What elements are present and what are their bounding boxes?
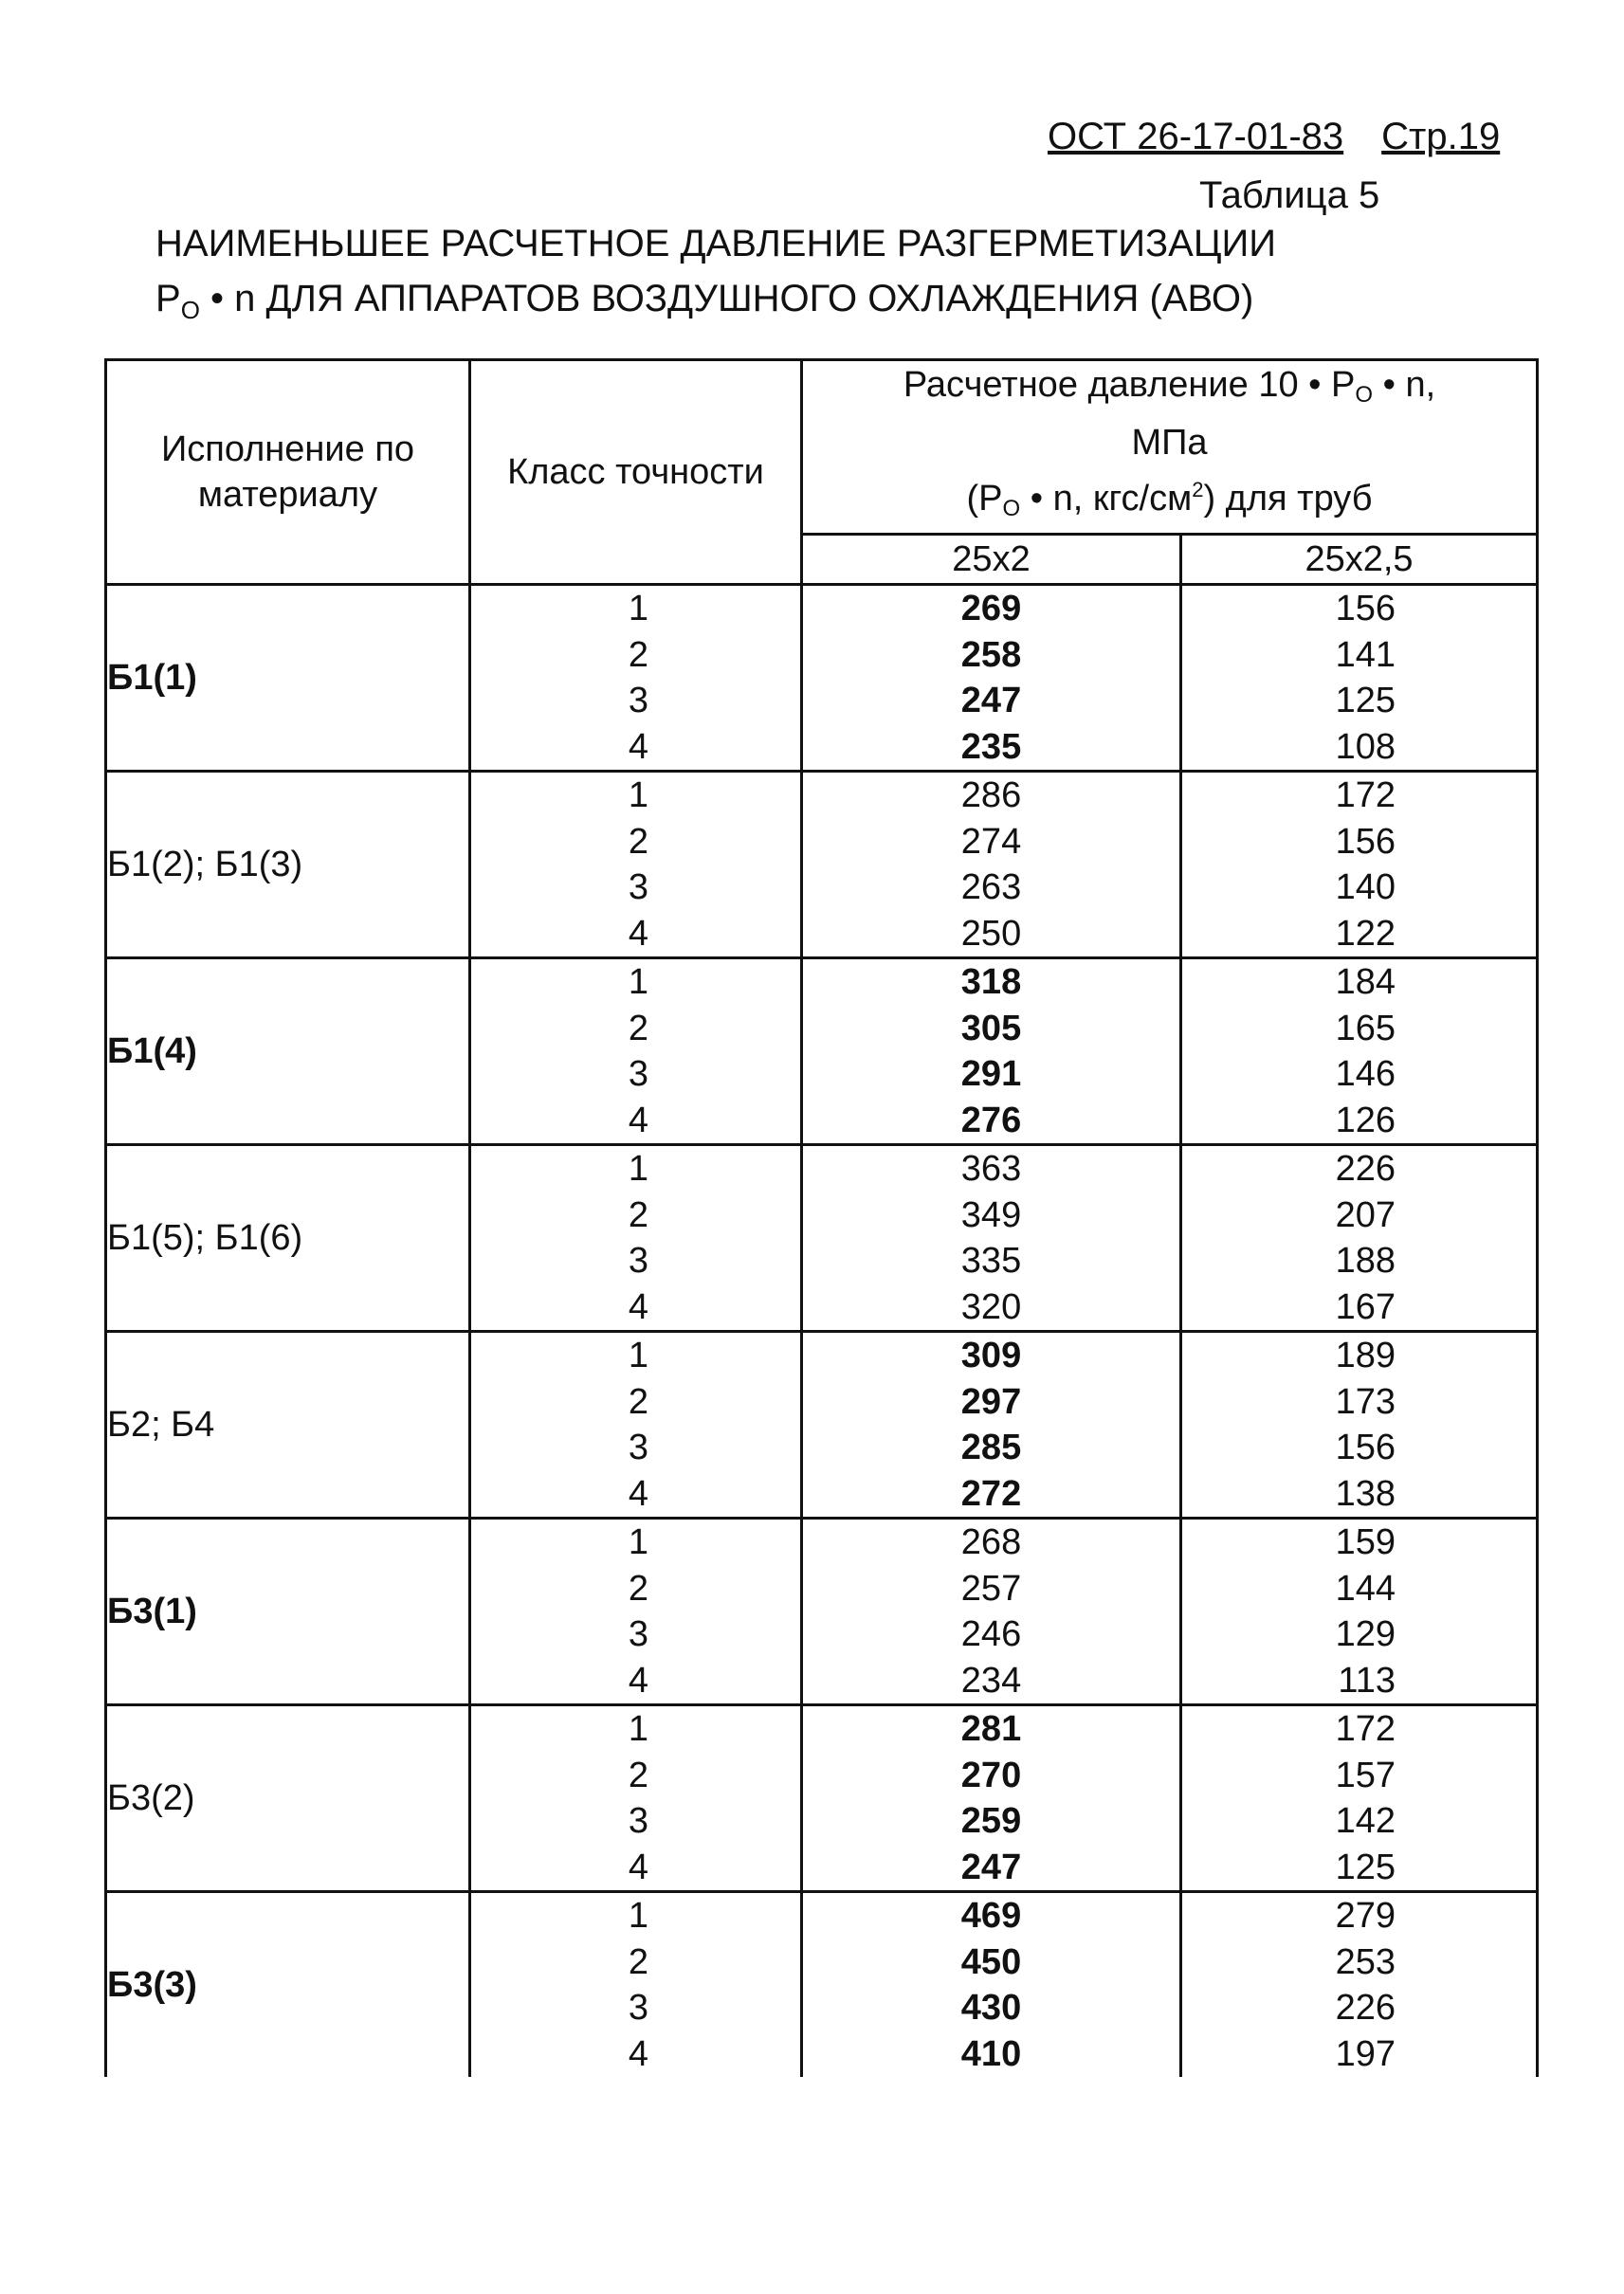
pressure-25x2-5-cell [1181,1145,1538,1332]
pressure-25x2-cell [802,1519,1181,1705]
table-row [106,1145,1538,1332]
pressure-25x2-5-cell-value: 172 [1335,775,1396,815]
pressure-25x2-5-cell [1181,1519,1538,1705]
class-cell-value: 4 [628,1286,648,1327]
pressure-25x2-cell [802,585,1181,772]
pressure-25x2-cell-value: 450 [960,1941,1022,1982]
title-line-2: $P_O$ • n ДЛЯ АППАРАТОВ ВОЗДУШНОГО ОХЛАЖДЕНИЯ (АВО) [155,278,1254,324]
pressure-25x2-cell-value: 286 [960,775,1022,815]
table-label: Таблица 5 [1199,174,1380,216]
table-row [106,1892,1538,2078]
table-row [106,772,1538,958]
pressure-25x2-5-cell [1181,585,1538,772]
class-cell-value: 4 [628,913,648,954]
pressure-25x2-5-cell-value: 125 [1335,1847,1396,1887]
pressure-25x2-5-cell-value: 146 [1335,1054,1396,1094]
class-cell-value: 4 [628,1100,648,1140]
material-cell: Б3(3) [106,1892,470,2078]
class-cell-value: 3 [628,1428,648,1467]
pressure-25x2-5-cell-value: 188 [1335,1241,1396,1281]
class-cell-value: 2 [628,1008,648,1048]
pressure-25x2-5-cell-value: 172 [1335,1709,1396,1749]
class-cell-value: 2 [628,1568,648,1609]
class-cell [470,585,802,772]
pressure-25x2-5-cell-value: 125 [1335,681,1396,720]
pressure-25x2-cell [802,1332,1181,1519]
pressure-25x2-cell [802,1705,1181,1892]
pressure-25x2-cell-value: 247 [960,1847,1022,1887]
pressure-25x2-5-cell-value: 138 [1335,1473,1396,1514]
pressure-25x2-cell-value: 270 [960,1755,1022,1795]
pressure-25x2-5-cell-value: 156 [1335,821,1396,862]
table-title [155,216,1276,337]
pressure-25x2-5-cell-value: 189 [1335,1336,1396,1375]
document-code: ОСТ 26-17-01-83 [1048,116,1344,157]
class-cell [470,1519,802,1705]
material-cell: Б1(5); Б1(6) [106,1145,470,1332]
pressure-25x2-cell [802,958,1181,1145]
class-cell-value: 2 [628,634,648,675]
pressure-25x2-5-cell-value: 122 [1335,913,1396,954]
class-cell-value: 2 [628,1381,648,1422]
pressure-25x2-5-cell-value: 226 [1335,1149,1396,1189]
class-cell-value: 4 [628,726,648,767]
class-cell-value: 1 [628,962,648,1002]
pressure-25x2-cell-value: 274 [960,821,1022,862]
class-cell-value: 2 [628,1194,648,1235]
material-cell: Б1(2); Б1(3) [106,772,470,958]
pressure-25x2-cell-value: 257 [960,1568,1022,1609]
column-header-class: Класс точности [470,360,802,585]
pressure-25x2-5-cell-value: 226 [1335,1988,1396,2028]
page-number: Стр.19 [1381,116,1501,157]
pressure-25x2-cell-value: 469 [960,1896,1022,1936]
material-cell: Б1(4) [106,958,470,1145]
pressure-25x2-cell-value: 285 [960,1428,1022,1467]
class-cell-value: 3 [628,681,648,720]
pressure-25x2-cell [802,772,1181,958]
pressure-25x2-cell [802,1145,1181,1332]
pressure-25x2-cell-value: 349 [960,1194,1022,1235]
class-cell-value: 1 [628,1709,648,1749]
pressure-25x2-cell-value: 363 [960,1149,1022,1189]
pressure-25x2-cell-value: 250 [960,913,1022,954]
class-cell-value: 1 [628,1896,648,1936]
pressure-25x2-cell-value: 259 [960,1801,1022,1841]
class-cell-value: 1 [628,589,648,628]
class-cell-value: 2 [628,1941,648,1982]
pressure-25x2-5-cell-value: 140 [1335,867,1396,907]
pressure-25x2-cell-value: 269 [960,589,1022,628]
pressure-25x2-cell-value: 318 [960,962,1022,1002]
pressure-25x2-5-cell-value: 167 [1335,1286,1396,1327]
pressure-25x2-cell-value: 410 [960,2033,1022,2074]
pressure-25x2-5-cell-value: 197 [1335,2033,1396,2074]
class-cell-value: 3 [628,1614,648,1654]
pressure-25x2-5-cell [1181,1705,1538,1892]
class-cell-value: 3 [628,1054,648,1094]
class-cell-value: 4 [628,2033,648,2074]
pressure-25x2-5-cell-value: 184 [1335,962,1396,1002]
table-row [106,1519,1538,1705]
pressure-25x2-5-cell-value: 159 [1335,1522,1396,1562]
class-cell [470,958,802,1145]
class-cell-value: 4 [628,1473,648,1514]
pressure-25x2-cell-value: 305 [960,1008,1022,1048]
title-line-1: НАИМЕНЬШЕЕ РАСЧЕТНОЕ ДАВЛЕНИЕ РАЗГЕРМЕТИЗАЦИИ [155,223,1276,264]
column-header-pressure: Расчетное давление 10 • PO • n, МПа (PO • n, кгс/$см^2$) для труб [802,360,1538,535]
pressure-25x2-cell-value: 276 [960,1100,1022,1140]
pressure-25x2-5-cell-value: 165 [1335,1008,1396,1048]
class-cell-value: 3 [628,1241,648,1281]
class-cell-value: 1 [628,1336,648,1375]
pressure-25x2-cell [802,1892,1181,2078]
pressure-25x2-cell-value: 335 [960,1241,1022,1281]
class-cell-value: 3 [628,1988,648,2028]
class-cell-value: 1 [628,775,648,815]
class-cell [470,772,802,958]
class-cell-value: 3 [628,1801,648,1841]
pressure-25x2-cell-value: 430 [960,1988,1022,2028]
class-cell [470,1892,802,2078]
pressure-25x2-5-cell-value: 279 [1335,1896,1396,1936]
pressure-25x2-5-cell-value: 156 [1335,1428,1396,1467]
pressure-25x2-5-cell [1181,772,1538,958]
material-cell: Б1(1) [106,585,470,772]
pressure-25x2-5-cell-value: 173 [1335,1381,1396,1422]
pressure-25x2-5-cell-value: 129 [1335,1614,1396,1654]
pressure-25x2-cell-value: 268 [960,1522,1022,1562]
document-reference [1048,116,1500,158]
column-header-pipe-25x2: 25х2 [802,535,1181,585]
column-header-pipe-25x2-5: 25х2,5 [1181,535,1538,585]
table-row [106,585,1538,772]
pressure-25x2-5-cell-value: 113 [1338,1660,1396,1701]
pressure-25x2-5-cell-value: 157 [1335,1755,1396,1795]
pressure-25x2-5-cell [1181,1332,1538,1519]
material-cell: Б3(1) [106,1519,470,1705]
material-cell: Б2; Б4 [106,1332,470,1519]
pressure-25x2-5-cell-value: 253 [1335,1941,1396,1982]
pressure-25x2-cell-value: 235 [960,726,1022,767]
pressure-25x2-cell-value: 272 [960,1473,1022,1514]
pressure-25x2-cell-value: 320 [960,1286,1022,1327]
class-cell-value: 1 [628,1522,648,1562]
pressure-25x2-cell-value: 297 [960,1381,1022,1422]
column-header-material: Исполнение по материалу [106,360,470,585]
pressure-25x2-5-cell-value: 144 [1335,1568,1396,1609]
class-cell-value: 4 [628,1847,648,1887]
pressure-25x2-cell-value: 263 [960,867,1022,907]
pressure-25x2-5-cell-value: 108 [1335,726,1396,767]
pressure-25x2-5-cell [1181,958,1538,1145]
pressure-25x2-5-cell-value: 141 [1335,634,1396,675]
material-cell: Б3(2) [106,1705,470,1892]
pressure-25x2-cell-value: 309 [960,1336,1022,1375]
class-cell-value: 3 [628,867,648,907]
pressure-25x2-5-cell-value: 156 [1335,589,1396,628]
pressure-table [104,358,1539,2077]
pressure-25x2-cell-value: 246 [960,1614,1022,1654]
class-cell-value: 2 [628,821,648,862]
pressure-25x2-5-cell-value: 142 [1335,1801,1396,1841]
pressure-25x2-cell-value: 247 [960,681,1022,720]
class-cell-value: 2 [628,1755,648,1795]
table-row [106,1332,1538,1519]
table-row [106,958,1538,1145]
class-cell [470,1145,802,1332]
class-cell-value: 1 [628,1149,648,1189]
pressure-25x2-cell-value: 234 [960,1660,1022,1701]
class-cell-value: 4 [628,1660,648,1701]
class-cell [470,1705,802,1892]
table-row [106,1705,1538,1892]
pressure-25x2-cell-value: 281 [960,1709,1022,1749]
pressure-25x2-5-cell-value: 126 [1335,1100,1396,1140]
pressure-25x2-cell-value: 258 [960,634,1022,675]
class-cell [470,1332,802,1519]
pressure-25x2-5-cell-value: 207 [1335,1194,1396,1235]
pressure-25x2-5-cell [1181,1892,1538,2078]
pressure-25x2-cell-value: 291 [960,1054,1022,1094]
